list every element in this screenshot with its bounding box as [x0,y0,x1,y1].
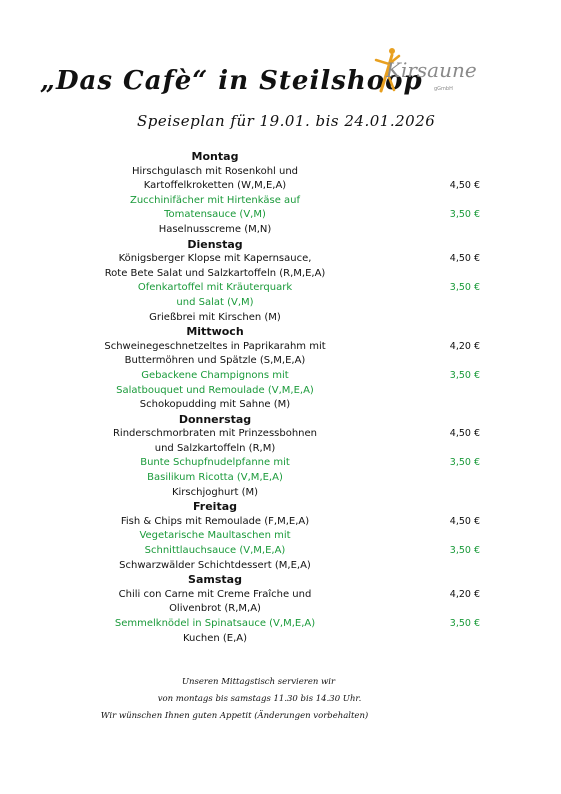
footer-line-3: Wir wünschen Ihnen guten Appetit (Änderungen vorbehalten) [100,711,369,721]
day-name: Dienstag [187,237,243,251]
menu-item [0,281,561,296]
dish-price: 3,50 € [449,545,480,557]
menu-item [0,340,561,355]
footer [0,674,561,725]
dish-price: 3,50 € [449,457,480,469]
menu-item [0,223,561,238]
menu-item [0,208,561,223]
menu-item [0,486,561,501]
day-heading [0,500,561,515]
dish-text: Schweinegeschnetzeltes in Paprikarahm mit [104,340,326,352]
menu-item [0,617,561,632]
dish-text: Ofenkartoffel mit Kräuterquark [137,282,293,294]
menu-item [0,179,561,194]
dish-text: Schwarzwälder Schichtdessert (M,E,A) [119,559,311,571]
day-heading [0,573,561,588]
dish-text: Semmelknödel in Spinatsauce (V,M,E,A) [114,618,316,629]
menu-item [0,442,561,457]
menu-item [0,354,561,369]
dish-price: 3,50 € [449,618,480,629]
dish-text: und Salzkartoffeln (R,M) [154,442,276,454]
day-heading [0,325,561,340]
dish-text: Hirschgulasch mit Rosenkohl und [131,165,299,177]
day-heading [0,150,561,165]
menu-item [0,252,561,267]
menu-item [0,369,561,384]
menu-subtitle: Speiseplan für 19.01. bis 24.01.2026 [137,112,436,130]
menu-list [0,150,561,646]
dish-price: 4,20 € [449,588,480,600]
dish-price: 4,50 € [449,515,480,527]
day-name: Samstag [188,573,242,587]
dish-text: Kirschjoghurt (M) [171,486,259,498]
menu-item [0,632,561,647]
dish-text: Chili con Carne mit Creme Fraîche und [118,588,312,600]
dish-text: Haselnusscreme (M,N) [158,223,272,235]
logo-subtext: gGmbH [434,86,453,92]
dish-text: Zucchinifächer mit Hirtenkäse auf [129,194,301,206]
menu-item [0,602,561,617]
footer-line-2: von montags bis samstags 11.30 bis 14.30 Uhr. [157,694,362,704]
dish-text: Salatbouquet und Remoulade (V,M,E,A) [116,384,314,396]
dish-text: Kuchen (E,A) [182,632,248,644]
menu-item [0,194,561,209]
day-name: Donnerstag [178,412,252,426]
dish-text: Olivenbrot (R,M,A) [169,603,261,615]
dish-text: und Salat (V,M) [176,296,254,308]
dish-text: Rinderschmorbraten mit Prinzessbohnen [112,428,318,440]
page-title: „Das Cafè“ in Steilshoop [40,66,423,96]
menu-item [0,456,561,471]
menu-item [0,588,561,603]
dish-text: Kartoffelkroketten (W,M,E,A) [143,180,287,192]
dish-price: 4,50 € [449,180,480,192]
dish-text: Schokopudding mit Sahne (M) [139,399,291,411]
dish-text: Fish & Chips mit Remoulade (F,M,E,A) [120,515,310,527]
menu-item [0,529,561,544]
menu-item [0,544,561,559]
day-name: Freitag [192,500,238,514]
menu-item [0,165,561,180]
day-name: Montag [191,150,239,163]
dish-text: Vegetarische Maultaschen mit [139,530,291,542]
dish-text: Schnittlauchsauce (V,M,E,A) [144,545,286,557]
dish-text: Tomatensauce (V,M) [164,209,266,221]
menu-item [0,384,561,399]
menu-item [0,427,561,442]
menu-item [0,267,561,282]
dish-price: 4,50 € [449,428,480,440]
dish-text: Rote Bete Salat und Salzkartoffeln (R,M,E,A) [104,267,326,279]
menu-item [0,515,561,530]
dish-price: 3,50 € [449,369,480,381]
dish-text: Buttermöhren und Spätzle (S,M,E,A) [124,355,306,367]
menu-item [0,311,561,326]
menu-item [0,471,561,486]
day-heading [0,238,561,253]
day-heading [0,413,561,428]
dish-price: 4,20 € [449,340,480,352]
dish-text: Bunte Schupfnudelpfanne mit [140,457,290,469]
dish-text: Grießbrei mit Kirschen (M) [149,311,281,323]
dish-price: 3,50 € [449,282,480,294]
footer-line-1: Unseren Mittagstisch servieren wir [181,677,336,687]
logo-text: Kirsaune [386,58,477,82]
menu-item [0,559,561,574]
company-logo [372,46,477,102]
day-name: Mittwoch [186,325,244,339]
dish-text: Basilikum Ricotta (V,M,E,A) [147,472,283,484]
dish-price: 4,50 € [449,253,480,265]
dish-price: 3,50 € [449,209,480,221]
menu-item [0,296,561,311]
dish-text: Königsberger Klopse mit Kapernsauce, [118,253,312,265]
dish-text: Gebackene Champignons mit [141,369,289,381]
menu-item [0,398,561,413]
